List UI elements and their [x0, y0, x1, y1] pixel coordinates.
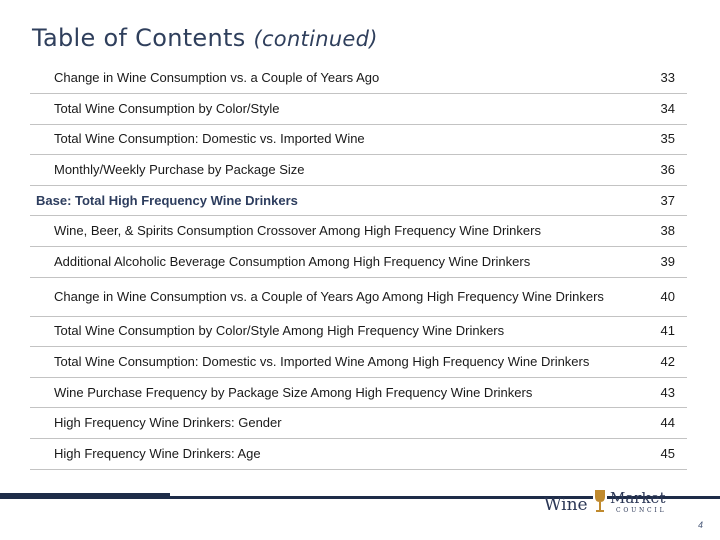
- toc-entry-label: Additional Alcoholic Beverage Consumption Among High Frequency Wine Drinkers: [30, 247, 635, 278]
- toc-entry-label: Change in Wine Consumption vs. a Couple of Years Ago: [30, 63, 635, 94]
- toc-entry-label: Total Wine Consumption by Color/Style Among High Frequency Wine Drinkers: [30, 316, 635, 347]
- toc-entry-page: 33: [635, 63, 687, 94]
- toc-section-label: Base: Total High Frequency Wine Drinkers: [30, 185, 635, 216]
- toc-entry-page: 37: [635, 185, 687, 216]
- toc-row[interactable]: [30, 408, 687, 439]
- toc-entry-page: 45: [635, 439, 687, 470]
- toc-entry-page: 34: [635, 94, 687, 125]
- toc-row[interactable]: [30, 439, 687, 470]
- page-title-subtitle: (continued): [253, 27, 378, 51]
- toc-row[interactable]: [30, 94, 687, 125]
- toc-row[interactable]: [30, 124, 687, 155]
- toc-entry-label: Wine Purchase Frequency by Package Size Among High Frequency Wine Drinkers: [30, 377, 635, 408]
- toc-entry-label: Total Wine Consumption: Domestic vs. Imported Wine: [30, 124, 635, 155]
- toc-entry-page: 38: [635, 216, 687, 247]
- toc-row[interactable]: [30, 247, 687, 278]
- toc-entry-page: 44: [635, 408, 687, 439]
- page-title: [32, 24, 378, 52]
- wine-market-council-logo: [544, 485, 694, 519]
- logo-word-wine: Wine: [544, 495, 588, 515]
- page-title-text: Table of Contents: [32, 24, 246, 52]
- toc-entry-label: Total Wine Consumption: Domestic vs. Imported Wine Among High Frequency Wine Drinkers: [30, 347, 635, 378]
- toc-entry-page: 40: [635, 277, 687, 316]
- toc-entry-label: Wine, Beer, & Spirits Consumption Crossover Among High Frequency Wine Drinkers: [30, 216, 635, 247]
- logo-word-council: COUNCIL: [616, 507, 667, 514]
- toc-entry-page: 41: [635, 316, 687, 347]
- toc-entry-page: 35: [635, 124, 687, 155]
- toc-row[interactable]: [30, 155, 687, 186]
- toc-entry-label: High Frequency Wine Drinkers: Age: [30, 439, 635, 470]
- wine-glass-icon: [592, 487, 608, 515]
- toc-entry-label: High Frequency Wine Drinkers: Gender: [30, 408, 635, 439]
- toc-entry-page: 39: [635, 247, 687, 278]
- page-number: 4: [698, 520, 704, 530]
- toc-row[interactable]: [30, 316, 687, 347]
- toc-entry-label: Total Wine Consumption by Color/Style: [30, 94, 635, 125]
- toc-row[interactable]: [30, 63, 687, 94]
- toc-row[interactable]: [30, 216, 687, 247]
- toc-entry-page: 42: [635, 347, 687, 378]
- toc-entry-label: Monthly/Weekly Purchase by Package Size: [30, 155, 635, 186]
- toc-row[interactable]: [30, 277, 687, 316]
- toc-entry-page: 36: [635, 155, 687, 186]
- toc-row[interactable]: [30, 377, 687, 408]
- toc-section-row[interactable]: [30, 185, 687, 216]
- logo-word-market: Market: [610, 489, 666, 507]
- toc-row[interactable]: [30, 347, 687, 378]
- toc-table: [30, 63, 687, 470]
- toc-entry-label: Change in Wine Consumption vs. a Couple of Years Ago Among High Frequency Wine Drinkers: [30, 277, 635, 316]
- toc-entry-page: 43: [635, 377, 687, 408]
